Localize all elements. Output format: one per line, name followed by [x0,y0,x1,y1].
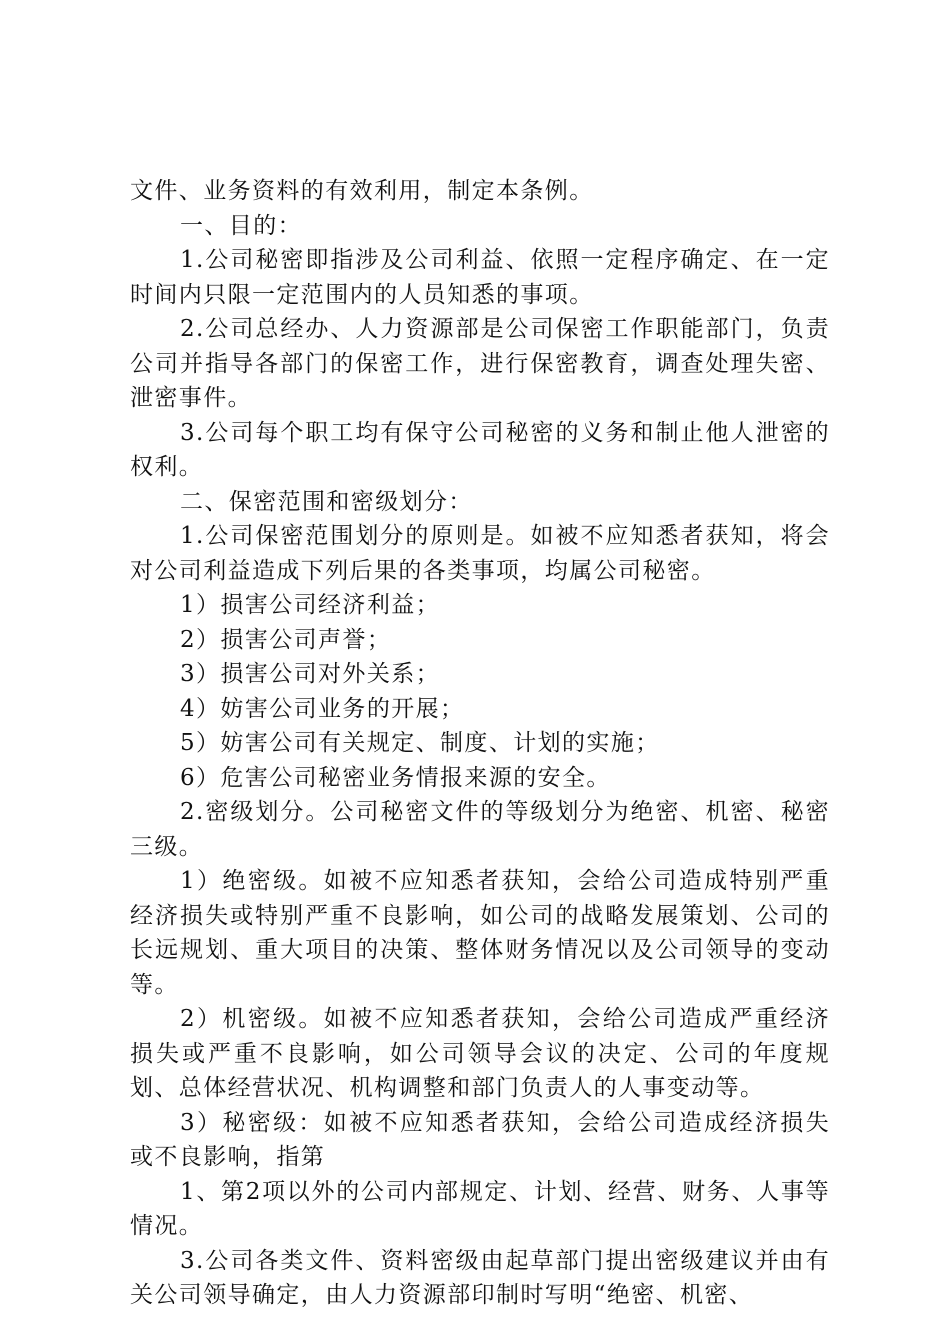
paragraph: 1.公司保密范围划分的原则是。如被不应知悉者获知，将会对公司利益造成下列后果的各类事项，均属公司秘密。 [130,523,830,584]
document-body [130,174,830,1313]
paragraph: 文件、业务资料的有效利用，制定本条例。 [130,178,594,204]
paragraph: 3）秘密级：如被不应知悉者获知，会给公司造成经济损失或不良影响，指第 [130,1109,830,1170]
paragraph: 1、第2项以外的公司内部规定、计划、经营、财务、人事等情况。 [130,1178,830,1239]
list-item: 2）损害公司声誉； [180,626,392,653]
paragraph: 1.公司秘密即指涉及公司利益、依照一定程序确定、在一定时间内只限一定范围内的人员知悉的事项。 [130,247,830,308]
section-heading-scope: 二、保密范围和密级划分： [180,488,473,515]
paragraph: 2.公司总经办、人力资源部是公司保密工作职能部门，负责公司并指导各部门的保密工作，进行保密教育，调查处理失密、泄密事件。 [130,316,830,411]
list-item: 1）损害公司经济利益； [180,592,441,618]
paragraph: 3.公司各类文件、资料密级由起草部门提出密级建议并由有关公司领导确定，由人力资源部印制时写明“绝密、机密、 [130,1247,830,1308]
paragraph: 1）绝密级。如被不应知悉者获知，会给公司造成特别严重经济损失或特别严重不良影响，如公司的战略发展策划、公司的长远规划、重大项目的决策、整体财务情况以及公司领导的变动等。 [130,868,830,998]
section-heading-purpose: 一、目的： [180,212,302,239]
list-item: 6）危害公司秘密业务情报来源的安全。 [180,764,611,791]
list-item: 3）损害公司对外关系； [180,661,441,687]
paragraph: 2）机密级。如被不应知悉者获知，会给公司造成严重经济损失或严重不良影响，如公司领导会议的决定、公司的年度规划、总体经营状况、机构调整和部门负责人的人事变动等。 [130,1006,830,1101]
paragraph: 2.密级划分。公司秘密文件的等级划分为绝密、机密、秘密三级。 [130,799,830,860]
paragraph: 3.公司每个职工均有保守公司秘密的义务和制止他人泄密的权利。 [130,419,830,480]
list-item: 5）妨害公司有关规定、制度、计划的实施； [180,730,660,756]
list-item: 4）妨害公司业务的开展； [180,695,465,722]
